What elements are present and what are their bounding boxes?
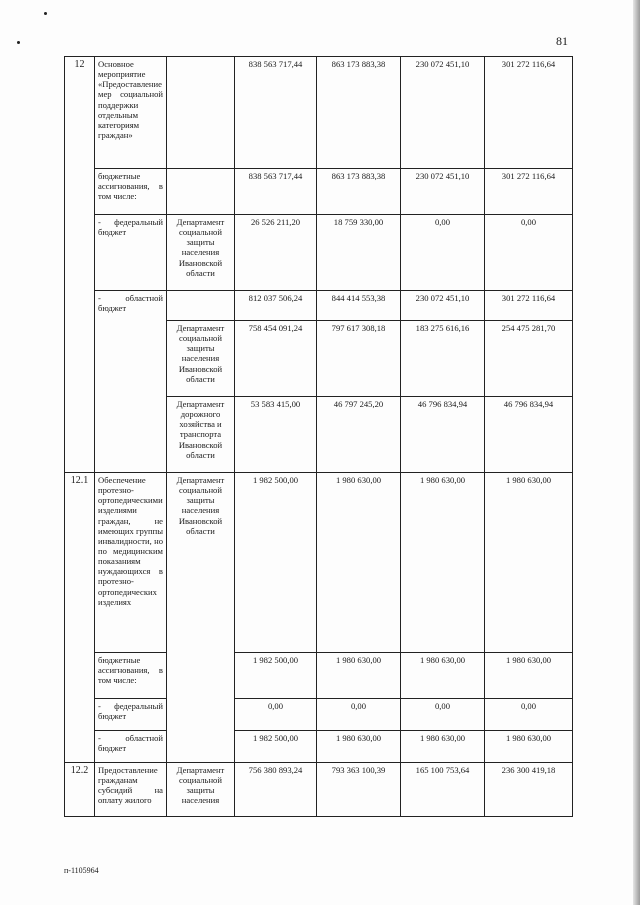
executor-cell: Департамент социальной защиты населения — [167, 763, 235, 817]
amount-cell: 838 563 717,44 — [235, 169, 317, 215]
budget-table — [64, 56, 573, 817]
executor-cell: Департамент социальной защиты населения Ивановской области — [167, 215, 235, 291]
document-footer-id: п-1105964 — [64, 866, 99, 875]
amount-cell: 1 980 630,00 — [401, 653, 485, 699]
amount-cell: 0,00 — [235, 699, 317, 731]
amount-cell: 230 072 451,10 — [401, 169, 485, 215]
activity-name: - федеральный бюджет — [95, 699, 167, 731]
table-row — [65, 215, 573, 291]
amount-cell: 301 272 116,64 — [485, 291, 573, 321]
executor-cell: Департамент дорожного хозяйства и транспорта Ивановской области — [167, 397, 235, 473]
amount-cell: 797 617 308,18 — [317, 321, 401, 397]
executor-cell: Департамент социальной защиты населения Ивановской области — [167, 321, 235, 397]
amount-cell: 46 796 834,94 — [485, 397, 573, 473]
amount-cell: 838 563 717,44 — [235, 57, 317, 169]
activity-name: Основное мероприятие «Предоставление мер социальной поддержки отдельным категориям граждан» — [95, 57, 167, 169]
activity-name: бюджетные ассигнования, в том числе: — [95, 653, 167, 699]
activity-name: бюджетные ассигнования, в том числе: — [95, 169, 167, 215]
amount-cell: 756 380 893,24 — [235, 763, 317, 817]
amount-cell: 1 982 500,00 — [235, 731, 317, 763]
activity-name: Обеспечение протезно-ортопедическими изделиями граждан, не имеющих группы инвалидности, но по медицинским показаниям нуждающихся в протезно-ортопедических изделиях — [95, 473, 167, 653]
amount-cell: 236 300 419,18 — [485, 763, 573, 817]
amount-cell: 1 980 630,00 — [317, 731, 401, 763]
amount-cell: 863 173 883,38 — [317, 169, 401, 215]
amount-cell: 183 275 616,16 — [401, 321, 485, 397]
table-row — [65, 169, 573, 215]
amount-cell: 863 173 883,38 — [317, 57, 401, 169]
amount-cell: 53 583 415,00 — [235, 397, 317, 473]
amount-cell: 1 982 500,00 — [235, 473, 317, 653]
amount-cell: 46 796 834,94 — [401, 397, 485, 473]
amount-cell: 0,00 — [485, 215, 573, 291]
table-row — [65, 731, 573, 763]
table-row — [65, 473, 573, 653]
amount-cell: 18 759 330,00 — [317, 215, 401, 291]
activity-name: - федеральный бюджет — [95, 215, 167, 291]
amount-cell: 844 414 553,38 — [317, 291, 401, 321]
amount-cell: 0,00 — [401, 215, 485, 291]
amount-cell: 46 797 245,20 — [317, 397, 401, 473]
executor-cell — [167, 169, 235, 215]
row-number: 12.2 — [65, 763, 95, 817]
amount-cell: 0,00 — [317, 699, 401, 731]
amount-cell: 301 272 116,64 — [485, 169, 573, 215]
scan-speck — [17, 41, 20, 44]
table-row — [65, 291, 573, 321]
amount-cell: 254 475 281,70 — [485, 321, 573, 397]
executor-cell: Департамент социальной защиты населения Ивановской области — [167, 473, 235, 763]
row-number: 12 — [65, 57, 95, 473]
amount-cell: 1 980 630,00 — [485, 653, 573, 699]
scan-edge-shadow — [633, 0, 640, 905]
amount-cell: 1 980 630,00 — [485, 473, 573, 653]
executor-cell — [167, 291, 235, 321]
activity-name: - областной бюджет — [95, 291, 167, 473]
amount-cell: 1 980 630,00 — [317, 473, 401, 653]
amount-cell: 165 100 753,64 — [401, 763, 485, 817]
amount-cell: 1 980 630,00 — [401, 473, 485, 653]
activity-name: - областной бюджет — [95, 731, 167, 763]
amount-cell: 0,00 — [485, 699, 573, 731]
table-row — [65, 57, 573, 169]
activity-name: Предоставление гражданам субсидий на оплату жилого — [95, 763, 167, 817]
executor-cell — [167, 57, 235, 169]
page-number: 81 — [556, 34, 568, 48]
amount-cell: 301 272 116,64 — [485, 57, 573, 169]
table-row — [65, 699, 573, 731]
amount-cell: 793 363 100,39 — [317, 763, 401, 817]
amount-cell: 1 980 630,00 — [317, 653, 401, 699]
amount-cell: 230 072 451,10 — [401, 57, 485, 169]
table-row — [65, 653, 573, 699]
amount-cell: 1 980 630,00 — [485, 731, 573, 763]
amount-cell: 0,00 — [401, 699, 485, 731]
table-row — [65, 763, 573, 817]
row-number: 12.1 — [65, 473, 95, 763]
amount-cell: 1 982 500,00 — [235, 653, 317, 699]
amount-cell: 1 980 630,00 — [401, 731, 485, 763]
amount-cell: 758 454 091,24 — [235, 321, 317, 397]
scan-speck — [44, 12, 47, 15]
amount-cell: 230 072 451,10 — [401, 291, 485, 321]
amount-cell: 26 526 211,20 — [235, 215, 317, 291]
amount-cell: 812 037 506,24 — [235, 291, 317, 321]
